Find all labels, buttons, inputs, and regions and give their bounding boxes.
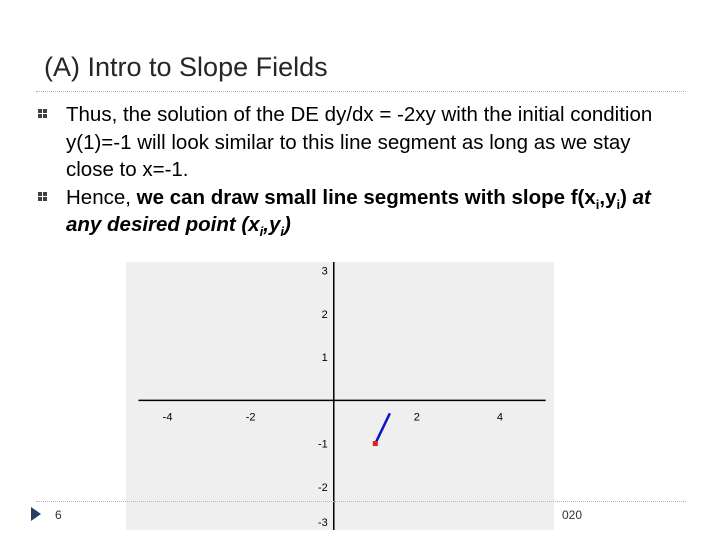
footer-date: 020 (561, 508, 582, 522)
bullet-text-2-comma2: ,y (263, 213, 281, 236)
y-tick-label: -3 (317, 517, 328, 529)
bullet-text-2-lead: Hence, (66, 185, 137, 209)
bullet-marker-icon (36, 190, 50, 204)
slope-field-plot (126, 262, 554, 530)
bullet-marker-icon (36, 107, 50, 121)
bullet-sub-3: i (259, 224, 264, 240)
page-number: 6 (55, 508, 62, 522)
title-divider (36, 91, 686, 92)
footer-divider (36, 501, 686, 502)
bullet-text-1: Thus, the solution of the DE dy/dx = -2xy with the initial condition y(1)=-1 will look similar to this line segment as long as we stay close to x=-1. (66, 103, 653, 181)
initial-condition-point (373, 441, 378, 446)
y-tick-label: 2 (321, 308, 328, 321)
bullet-sub-4: i (280, 224, 285, 240)
page-arrow-icon (30, 506, 42, 522)
bullet-text-2-close2: ) (284, 213, 291, 236)
bullet-sub-1: i (595, 196, 600, 212)
x-tick-label: 2 (413, 411, 420, 424)
bullet-item-2 (36, 184, 676, 239)
bullet-text-2-italic: at any desired point (x (66, 185, 651, 236)
y-tick-label: -1 (317, 438, 328, 451)
plot-canvas (126, 262, 554, 530)
bullet-text-2-bold: we can draw small line segments with slope f(x (136, 185, 596, 209)
bullet-text-2-close: ) (620, 185, 633, 209)
y-tick-label: 1 (321, 352, 328, 365)
plot-background (126, 262, 554, 530)
y-tick-label: -2 (317, 481, 328, 494)
y-tick-label: 3 (321, 265, 328, 278)
x-tick-label: -2 (245, 411, 256, 424)
bullet-sub-2: i (616, 196, 621, 212)
x-tick-label: 4 (496, 411, 504, 424)
bullet-text-2-comma: ,y (599, 185, 617, 209)
bullet-item-1 (36, 101, 676, 184)
slide-title: (A) Intro to Slope Fields (44, 52, 328, 82)
bullet-list (36, 101, 676, 239)
x-tick-label: -4 (162, 411, 173, 424)
